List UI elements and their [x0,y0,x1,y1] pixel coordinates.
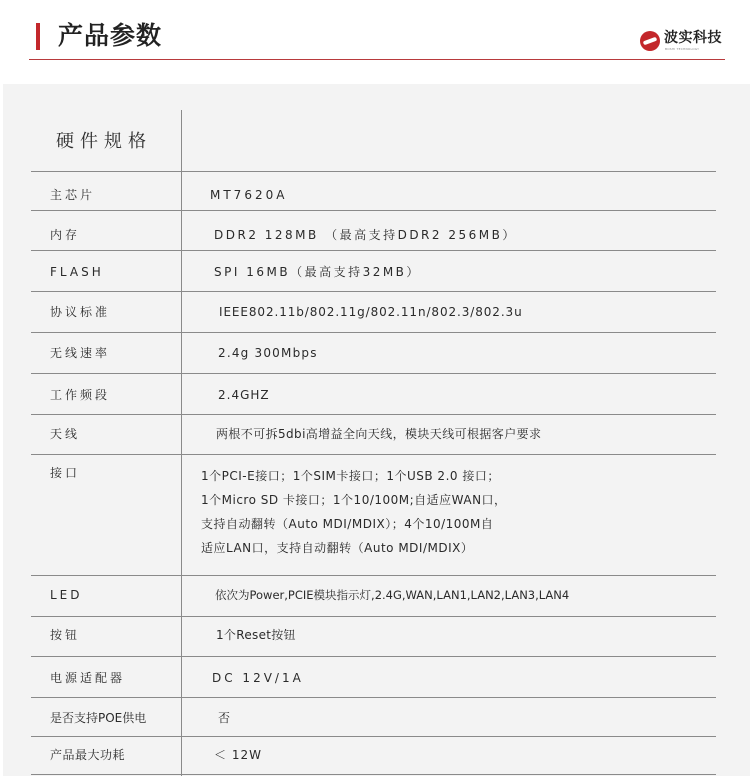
spec-label-flash: FLASH [50,265,104,279]
row-divider [31,291,716,292]
spec-label-button: 按钮 [50,628,81,642]
row-divider [31,575,716,576]
spec-value-led: 依次为Power,PCIE模块指示灯,2.4G,WAN,LAN1,LAN2,LAN3,LAN4 [215,588,570,602]
row-divider [31,656,716,657]
spec-value-button: 1个Reset按钮 [216,628,296,642]
row-divider [31,697,716,698]
row-divider [31,616,716,617]
spec-value-antenna: 两根不可拆5dbi高增益全向天线，模块天线可根据客户要求 [216,427,542,441]
spec-label-protocol: 协议标准 [50,305,111,319]
title-accent-bar [36,23,40,50]
spec-label-max-power: 产品最大功耗 [50,748,126,762]
spec-label-memory: 内存 [50,228,81,242]
brand-logo [640,29,724,53]
spec-label-frequency: 工作频段 [50,388,111,402]
spec-label-antenna: 天线 [50,427,81,441]
row-divider [31,774,716,775]
spec-value-memory: DDR2 128MB （最高支持DDR2 256MB） [214,228,517,242]
page-title: 产品参数 [58,21,163,50]
row-divider [31,373,716,374]
spec-value-chip: MT7620A [210,188,288,202]
spec-label-poe: 是否支持POE供电 [50,711,147,725]
spec-label-chip: 主芯片 [50,188,96,202]
spec-value-max-power: ＜ 12W [214,748,262,762]
row-divider [31,736,716,737]
row-divider [31,250,716,251]
spec-label-wireless-rate: 无线速率 [50,346,111,360]
spec-value-interface [201,464,507,560]
header-divider [29,59,725,60]
brand-subtitle: BOSHI TECHNOLOGY [665,47,700,51]
spec-value-wireless-rate: 2.4g 300Mbps [218,346,318,360]
row-divider [31,171,716,172]
spec-value-frequency: 2.4GHZ [218,388,270,402]
brand-mark-icon [640,31,660,51]
row-divider [31,454,716,455]
spec-table-title: 硬件规格 [56,131,152,152]
row-divider [31,210,716,211]
interface-line: 1个Micro SD 卡接口；1个10/100M;自适应WAN口， [201,493,507,507]
spec-label-power-adapter: 电源适配器 [50,671,126,685]
brand-name: 波实科技 [664,30,722,46]
spec-value-flash: SPI 16MB（最高支持32MB） [214,265,421,279]
spec-value-power-adapter: DC 12V/1A [212,671,304,685]
spec-label-led: LED [50,588,83,602]
row-divider [31,332,716,333]
interface-line: 1个PCI-E接口；1个SIM卡接口；1个USB 2.0 接口； [201,469,500,483]
spec-value-protocol: IEEE802.11b/802.11g/802.11n/802.3/802.3u [219,305,523,319]
interface-line: 支持自动翻转（Auto MDI/MDIX）；4个10/100M自 [201,517,494,531]
page-header [0,0,750,62]
row-divider [31,414,716,415]
spec-value-poe: 否 [218,711,232,725]
spec-label-interface: 接口 [50,466,81,480]
interface-line: 适应LAN口，支持自动翻转（Auto MDI/MDIX） [201,541,474,555]
